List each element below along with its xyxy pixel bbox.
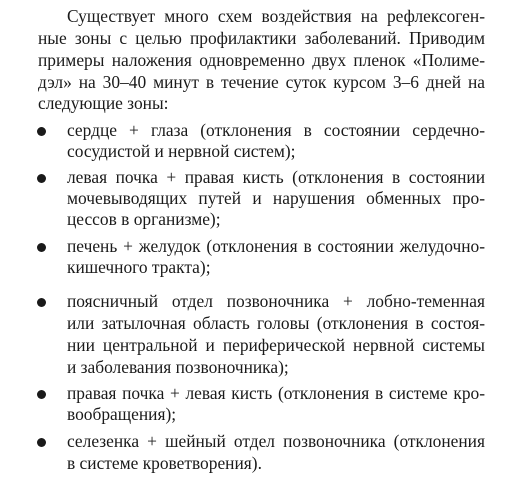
bullet-icon — [37, 174, 46, 183]
list-item-line: в системе кроветворения). — [67, 453, 262, 473]
list-item-line: селезенка + шейный отдел позвоночника (отклонения — [67, 431, 485, 451]
bullet-icon — [37, 438, 46, 447]
list-item-line: печень + желудок (отклонения в состоянии желудочно- — [67, 236, 485, 256]
paragraph-line: следующие зоны: — [38, 93, 169, 113]
list-item-line: вообращения); — [67, 404, 177, 424]
list-item-line: нии центральной и периферической нервной системы — [67, 335, 485, 355]
paragraph-line: дэл» на 30–40 минут в течение суток курсом 3–6 дней на — [38, 72, 485, 92]
list-item-line: кишечного тракта); — [67, 257, 211, 277]
list-item-line: левая почка + правая кисть (отклонения в состоянии — [67, 167, 485, 187]
list-item-line: цессов в организме); — [67, 209, 221, 229]
list-item-line: правая почка + левая кисть (отклонения в системе кро- — [67, 383, 485, 403]
list-item-line: или затылочная область головы (отклонения в состоя- — [67, 313, 485, 333]
list-item-line: и заболевания позвоночника); — [67, 357, 289, 377]
bullet-icon — [37, 298, 46, 307]
bullet-icon — [37, 127, 46, 136]
bullet-icon — [37, 243, 46, 252]
list-item-line: мочевыводящих путей и нарушения обменных про- — [67, 188, 485, 208]
bullet-icon — [37, 390, 46, 399]
list-item-line: сердце + глаза (отклонения в состоянии сердечно- — [67, 120, 485, 140]
paragraph-line: примеры наложения одновременно двух пленок «Полиме- — [38, 50, 485, 70]
list-item-line: сосудистой и нервной систем); — [67, 141, 296, 161]
paragraph-line: ные зоны с целью профилактики заболеваний. Приводим — [38, 28, 485, 48]
list-item-line: поясничный отдел позвоночника + лобно-теменная — [67, 291, 485, 311]
paragraph-line: Существует много схем воздействия на рефлексоген- — [67, 6, 485, 26]
